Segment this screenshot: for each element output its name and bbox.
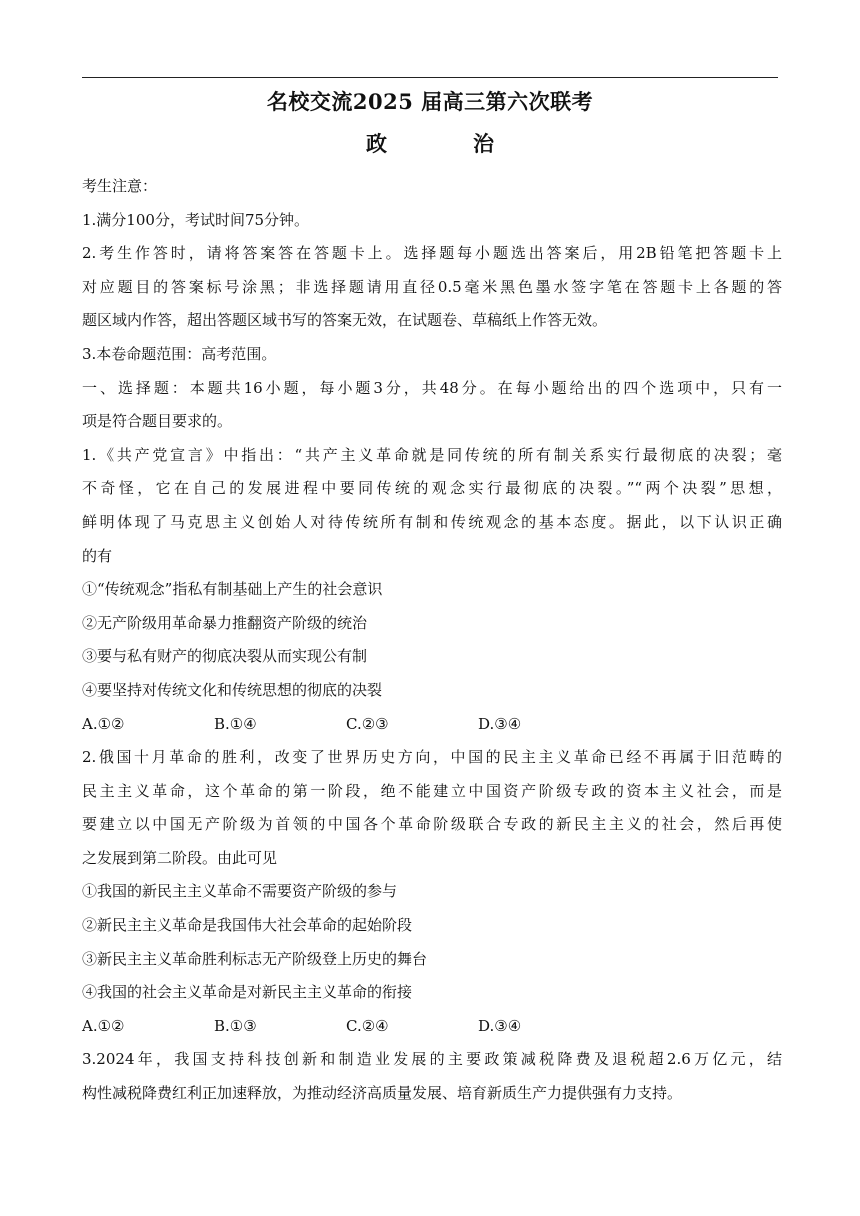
q2-options: [82, 1010, 782, 1044]
q3-stem-line-1: 3.2024年，我国支持科技创新和制造业发展的主要政策减税降费及退税超2.6万亿元，结: [82, 1050, 782, 1069]
q1-option-c: C.②③: [346, 714, 389, 733]
notice-item-2-line-1: 2.考生作答时，请将答案答在答题卡上。选择题每小题选出答案后，用2B铅笔把答题卡上: [82, 244, 782, 263]
notice-item-2-line-3: 题区域内作答，超出答题区域书写的答案无效，在试题卷、草稿纸上作答无效。: [82, 311, 608, 330]
notice-item-3: 3.本卷命题范围：高考范围。: [82, 344, 277, 363]
q1-statement-4: ④要坚持对传统文化和传统思想的彻底的决裂: [82, 680, 383, 699]
q2-option-c: C.②④: [346, 1016, 389, 1035]
q2-statement-4: ④我国的社会主义革命是对新民主主义革命的衔接: [82, 983, 413, 1002]
q1-stem-line-1: 1.《共产党宣言》中指出：“共产主义革命就是同传统的所有制关系实行最彻底的决裂；毫: [82, 445, 782, 464]
document-body: [82, 170, 782, 1111]
q1-stem-line-2: 不奇怪，它在自己的发展进程中要同传统的观念实行最彻底的决裂。”“两个决裂”思想，: [82, 479, 782, 498]
q1-stem-line-3: 鲜明体现了马克思主义创始人对待传统所有制和传统观念的基本态度。据此，以下认识正确: [82, 512, 782, 531]
q2-option-a: A.①②: [82, 1016, 125, 1035]
subject-title: [82, 128, 778, 158]
q3-stem-line-2: 构性减税降费红利正加速释放，为推动经济高质量发展、培育新质生产力提供强有力支持。: [82, 1084, 683, 1103]
q2-stem-line-3: 要建立以中国无产阶级为首领的中国各个革命阶级联合专政的新民主主义的社会，然后再使: [82, 815, 782, 834]
notice-item-2-line-2: 对应题目的答案标号涂黑；非选择题请用直径0.5毫米黑色墨水签字笔在答题卡上各题的答: [82, 277, 782, 296]
q1-statement-3: ③要与私有财产的彻底决裂从而实现公有制: [82, 647, 368, 666]
q1-statement-2: ②无产阶级用革命暴力推翻资产阶级的统治: [82, 613, 368, 632]
q2-stem-line-1: 2.俄国十月革命的胜利，改变了世界历史方向，中国的民主主义革命已经不再属于旧范畴的: [82, 748, 782, 767]
q2-statement-3: ③新民主主义革命胜利标志无产阶级登上历史的舞台: [82, 949, 428, 968]
q1-statement-1: ①“传统观念”指私有制基础上产生的社会意识: [82, 580, 383, 599]
q1-stem-line-4: 的有: [82, 546, 113, 565]
section-heading-line-1: 一、选择题：本题共16小题，每小题3分，共48分。在每小题给出的四个选项中，只有一: [82, 378, 782, 397]
q2-stem-line-2: 民主主义革命，这个革命的第一阶段，绝不能建立中国资产阶级专政的资本主义社会，而是: [82, 781, 782, 800]
q2-stem-line-4: 之发展到第二阶段。由此可见: [82, 848, 278, 867]
q1-options: [82, 708, 782, 742]
exam-title: 名校交流2025 届高三第六次联考: [266, 89, 594, 114]
q2-option-b: B.①③: [214, 1016, 257, 1035]
notice-heading: 考生注意：: [82, 177, 158, 195]
subject-char-1: 政: [366, 131, 387, 156]
notice-item-1: 1.满分100分，考试时间75分钟。: [82, 210, 310, 229]
section-heading-line-2: 项是符合题目要求的。: [82, 412, 233, 431]
q1-option-a: A.①②: [82, 714, 125, 733]
q2-statement-2: ②新民主主义革命是我国伟大社会革命的起始阶段: [82, 916, 413, 935]
q1-option-b: B.①④: [214, 714, 257, 733]
q1-option-d: D.③④: [478, 714, 522, 733]
header-rule: [82, 77, 778, 78]
q2-statement-1: ①我国的新民主主义革命不需要资产阶级的参与: [82, 882, 398, 901]
q2-option-d: D.③④: [478, 1016, 522, 1035]
subject-char-2: 治: [473, 131, 494, 156]
